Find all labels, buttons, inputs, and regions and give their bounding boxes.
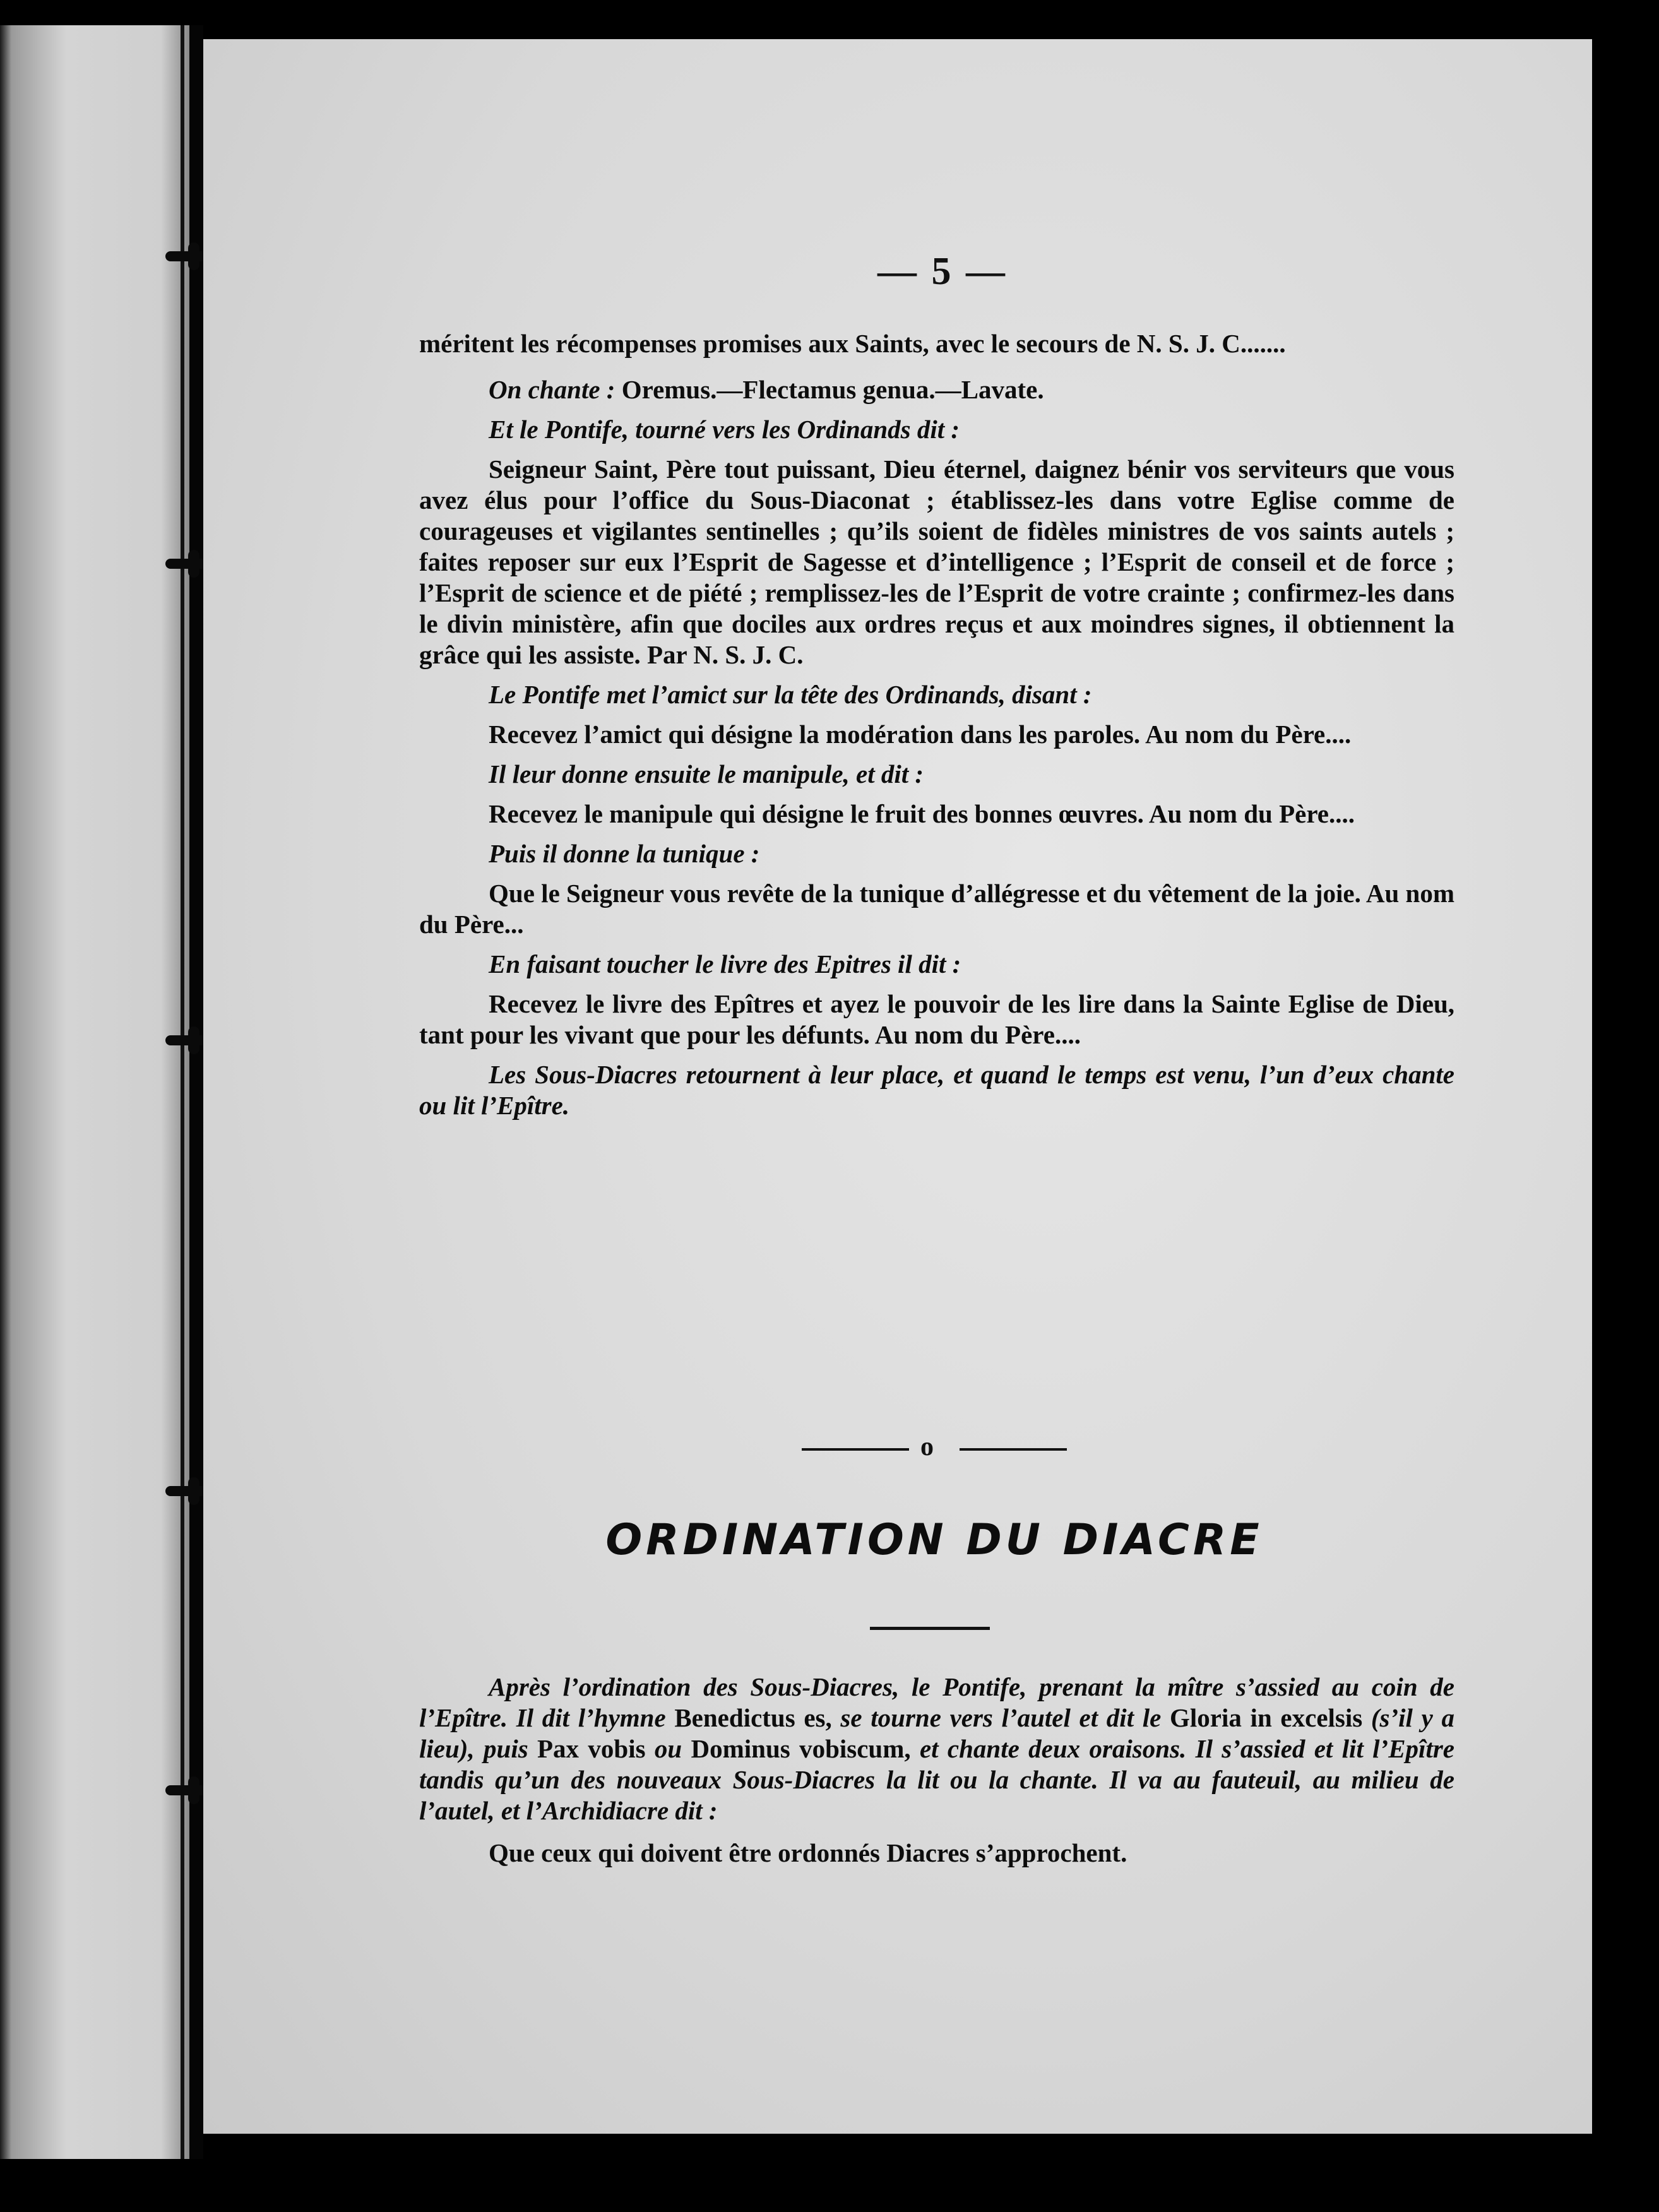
prayer-paragraph: Recevez le livre des Epîtres et ayez le pouvoir de les lire dans la Sainte Eglise de Dieu, tant pour les vivant que pour les défunts. Au nom du Père.... (419, 989, 1454, 1049)
prayer-paragraph: Que le Seigneur vous revête de la tunique d’allégresse et du vêtement de la joie. Au nom du Père... (419, 879, 1454, 939)
previous-page-edge (0, 25, 189, 2159)
heading-rule (870, 1627, 990, 1630)
liturgical-term: Gloria in excelsis (1170, 1703, 1363, 1732)
rubric-paragraph (419, 679, 1454, 710)
prayer-paragraph: Seigneur Saint, Père tout puissant, Dieu éternel, daignez bénir vos serviteurs que vous avez élus pour l’office du Sous-Diaconat ; établissez-les dans votre Eglise comme de courageuses et vigilantes sentinelles ; qu’ils soient de fidèles ministres de vos saints autels ; faites reposer sur eux l’Esprit de Sagesse et d’intelligence ; l’Esprit de conseil et de force ; l’Esprit de science et de piété ; remplissez-les de l’Esprit de votre crainte ; confirmez-les dans le divin ministère, afin que dociles aux ordres reçus et aux moindres signes, il obtiennent la grâce qui les assiste. Par N. S. J. C. (419, 455, 1454, 669)
divider-line (802, 1448, 909, 1451)
divider-line (960, 1448, 1067, 1451)
closing-line: Que ceux qui doivent être ordonnés Diacres s’approchent. (489, 1838, 1127, 1867)
liturgical-term: Benedictus es, (674, 1703, 832, 1732)
rubric-italic: et chante deux oraisons. Il s’assied et lit l’Epître tandis qu’un des nouveaux Sous-Diacres la lit ou la chante. Il va au fauteuil, au milieu de l’autel, et l’Archidiacre dit : (419, 1734, 1454, 1825)
rubric-italic: Le Pontife met l’amict sur la tête des Ordinands, disant : (489, 680, 1092, 709)
continued-paragraph: méritent les récompenses promises aux Saints, avec le secours de N. S. J. C....... (419, 329, 1286, 358)
rubric-italic: Puis il donne la tunique : (489, 839, 760, 868)
rubric-italic: En faisant toucher le livre des Epitres il dit : (489, 949, 961, 978)
rubric-paragraph (419, 949, 1454, 980)
liturgical-term: Pax vobis (537, 1734, 646, 1763)
binding-thread (181, 25, 184, 2159)
page-number: — 5 — (877, 250, 1008, 293)
section-divider (802, 1434, 1067, 1460)
rubric-paragraph (419, 374, 1454, 405)
rubric-paragraph (419, 414, 1454, 445)
rubric-paragraph (419, 838, 1454, 869)
rubric-italic: Les Sous-Diacres retournent à leur place, et quand le temps est venu, l’un d’eux chante ou lit l’Epître. (419, 1060, 1454, 1120)
rubric-italic: Après l’ordination des Sous-Diacres, le Pontife, prenant la mître s’assied au coin de l’Epître. Il dit l’hymne (419, 1672, 1454, 1732)
rubric-paragraph (419, 759, 1454, 790)
rubric-italic: On chante : (489, 375, 615, 404)
book-gutter (189, 25, 203, 2159)
rubric-chant: Oremus.—Flectamus genua.—Lavate. (615, 375, 1044, 404)
prayer-paragraph: Recevez l’amict qui désigne la modération dans les paroles. Au nom du Père.... (489, 720, 1352, 749)
rubric-italic: (s’il y a lieu), puis (419, 1703, 1454, 1763)
liturgical-term: Dominus vobiscum, (691, 1734, 911, 1763)
rubric-italic: Et le Pontife, tourné vers les Ordinands dit : (489, 415, 960, 444)
body-text (419, 328, 1454, 1130)
rubric-paragraph (419, 1672, 1454, 1826)
section-heading: ORDINATION DU DIACRE (605, 1515, 1263, 1565)
prayer-paragraph: Recevez le manipule qui désigne le fruit des bonnes œuvres. Au nom du Père.... (489, 799, 1355, 828)
rubric-paragraph (419, 1059, 1454, 1121)
rubric-italic: se tourne vers l’autel et dit le (831, 1703, 1170, 1732)
section-text (419, 1672, 1454, 1869)
rubric-italic: Il leur donne ensuite le manipule, et dit : (489, 759, 924, 788)
divider-mark: o (920, 1432, 934, 1461)
rubric-italic: ou (645, 1734, 691, 1763)
